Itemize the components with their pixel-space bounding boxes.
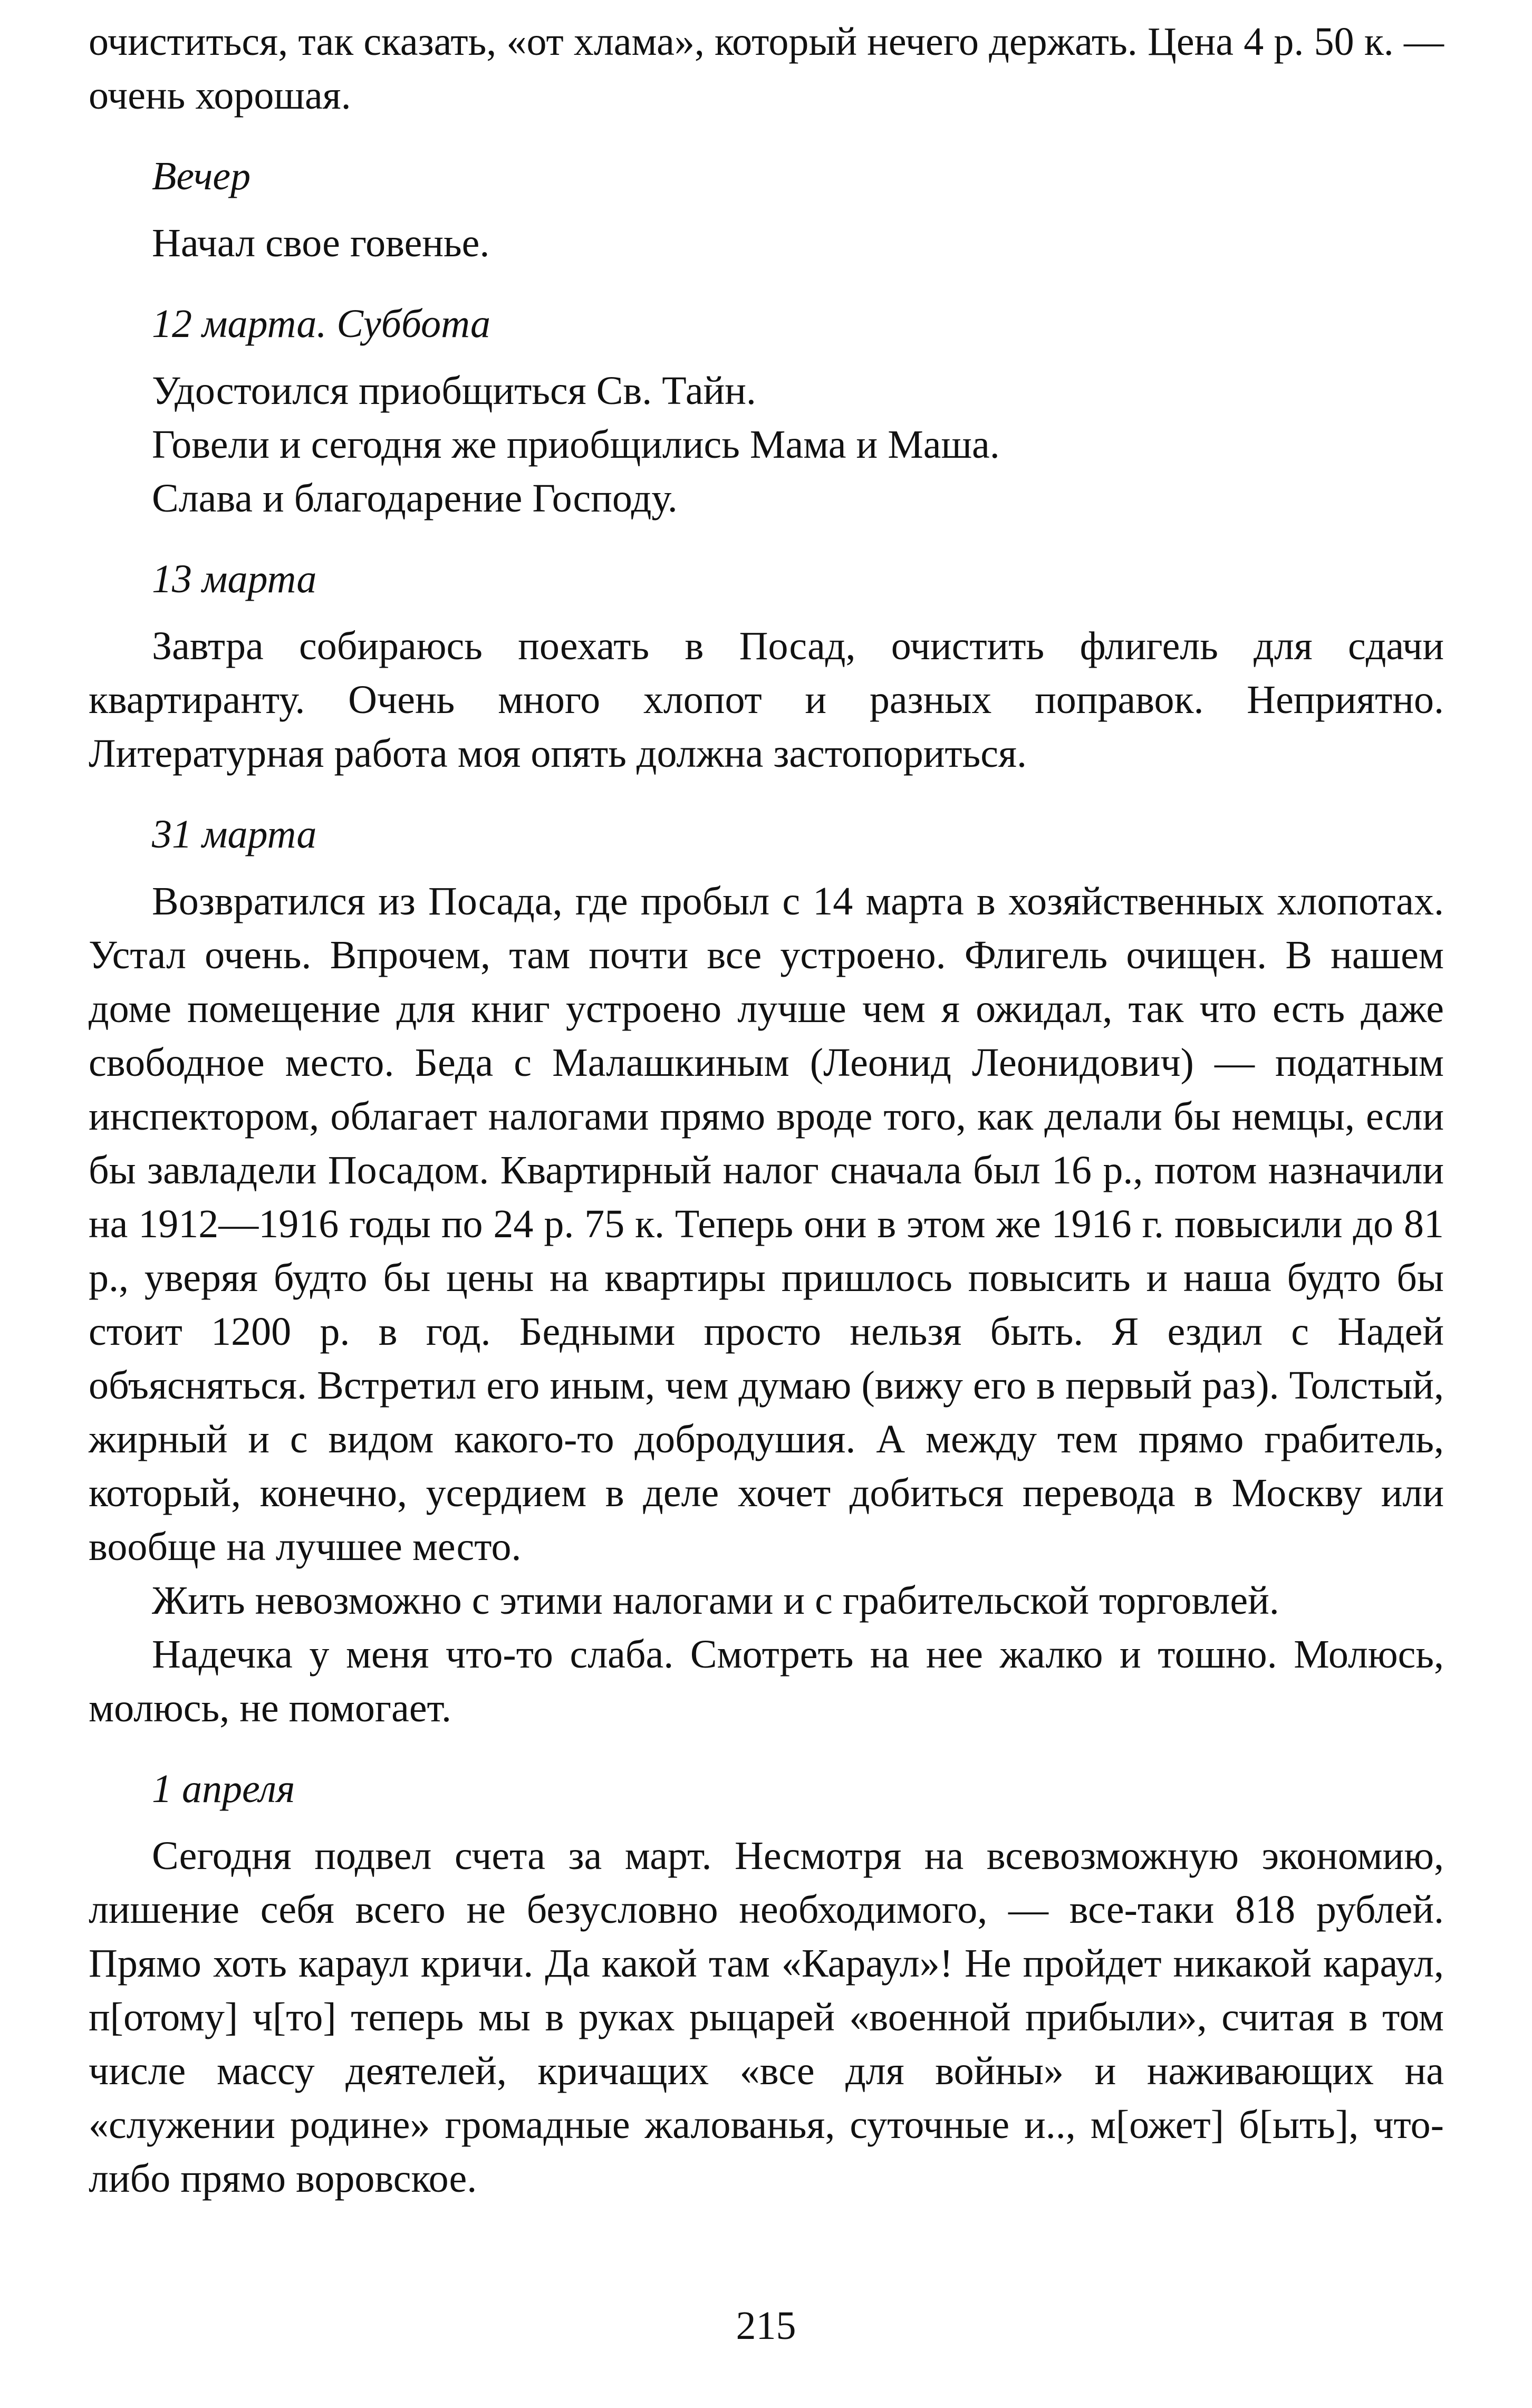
entry-march-13 bbox=[89, 553, 1444, 781]
entry-april-1 bbox=[89, 1762, 1444, 2205]
entry-heading: 13 марта bbox=[152, 557, 317, 601]
entry-evening bbox=[89, 150, 1444, 270]
entry-heading: Вечер bbox=[152, 154, 251, 198]
entry-paragraph: Надечка у меня что-то слаба. Смотреть на нее жалко и тошно. Молюсь, молюсь, не помогает. bbox=[89, 1632, 1444, 1730]
entry-paragraph: Жить невозможно с этими налогами и с грабительской торговлей. bbox=[152, 1578, 1279, 1623]
entry-heading: 1 апреля bbox=[152, 1767, 295, 1811]
entry-paragraph: Завтра собираюсь поехать в Посад, очистить флигель для сдачи квартиранту. Очень много хлопот и разных поправок. Неприятно. Литературная работа моя опять должна застопориться. bbox=[89, 624, 1444, 776]
entry-line: Говели и сегодня же приобщились Мама и Маша. bbox=[152, 422, 1000, 467]
page-body bbox=[89, 15, 1444, 2205]
entry-paragraph: Возвратился из Посада, где пробыл с 14 марта в хозяйственных хлопотах. Устал очень. Впрочем, там почти все устроено. Флигель очищен. В нашем доме помещение для книг устроено лучше чем я ожидал, так что есть даже свободное место. Беда с Малашкиным (Леонид Леонидович) — податным инспектором, облагает налогами прямо вроде того, как делали бы немцы, если бы завладели Посадом. Квартирный налог сначала был 16 р., потом назначили на 1912—1916 годы по 24 р. 75 к. Теперь они в этом же 1916 г. повысили до 81 р., уверяя будто бы цены на квартиры пришлось повысить и наша будто бы стоит 1200 р. в год. Бедными просто нельзя быть. Я ездил с Надей объясняться. Встретил его иным, чем думаю (вижу его в первый раз). Толстый, жирный и с видом какого-то добродушия. А между тем прямо грабитель, который, конечно, усердием в деле хочет добиться перевода в Москву или вообще на лучшее место. bbox=[89, 879, 1444, 1569]
entry-march-12 bbox=[89, 297, 1444, 525]
entry-heading: 12 марта. Суббота bbox=[152, 302, 490, 346]
entry-paragraph: Начал свое говенье. bbox=[152, 221, 490, 265]
entry-paragraph: Сегодня подвел счета за март. Несмотря на всевозможную экономию, лишение себя всего не безусловно необходимого, — все-таки 818 рублей. Прямо хоть караул кричи. Да какой там «Караул»! Не пройдет никакой караул, п[отому] ч[то] теперь мы в руках рыцарей «военной прибыли», считая в том числе массу деятелей, кричащих «все для войны» и наживающих на «служении родине» громадные жалованья, суточные и.., м[ожет] б[ыть], что-либо прямо воровское. bbox=[89, 1834, 1444, 2201]
entry-line: Слава и благодарение Господу. bbox=[152, 476, 678, 521]
entry-line: Удостоился приобщиться Св. Тайн. bbox=[152, 369, 756, 413]
page-number: 215 bbox=[736, 2304, 796, 2348]
intro-paragraph: очиститься, так сказать, «от хлама», который нечего держать. Цена 4 р. 50 к. — очень хорошая. bbox=[89, 20, 1444, 118]
entry-march-31 bbox=[89, 808, 1444, 1735]
entry-heading: 31 марта bbox=[152, 812, 317, 856]
